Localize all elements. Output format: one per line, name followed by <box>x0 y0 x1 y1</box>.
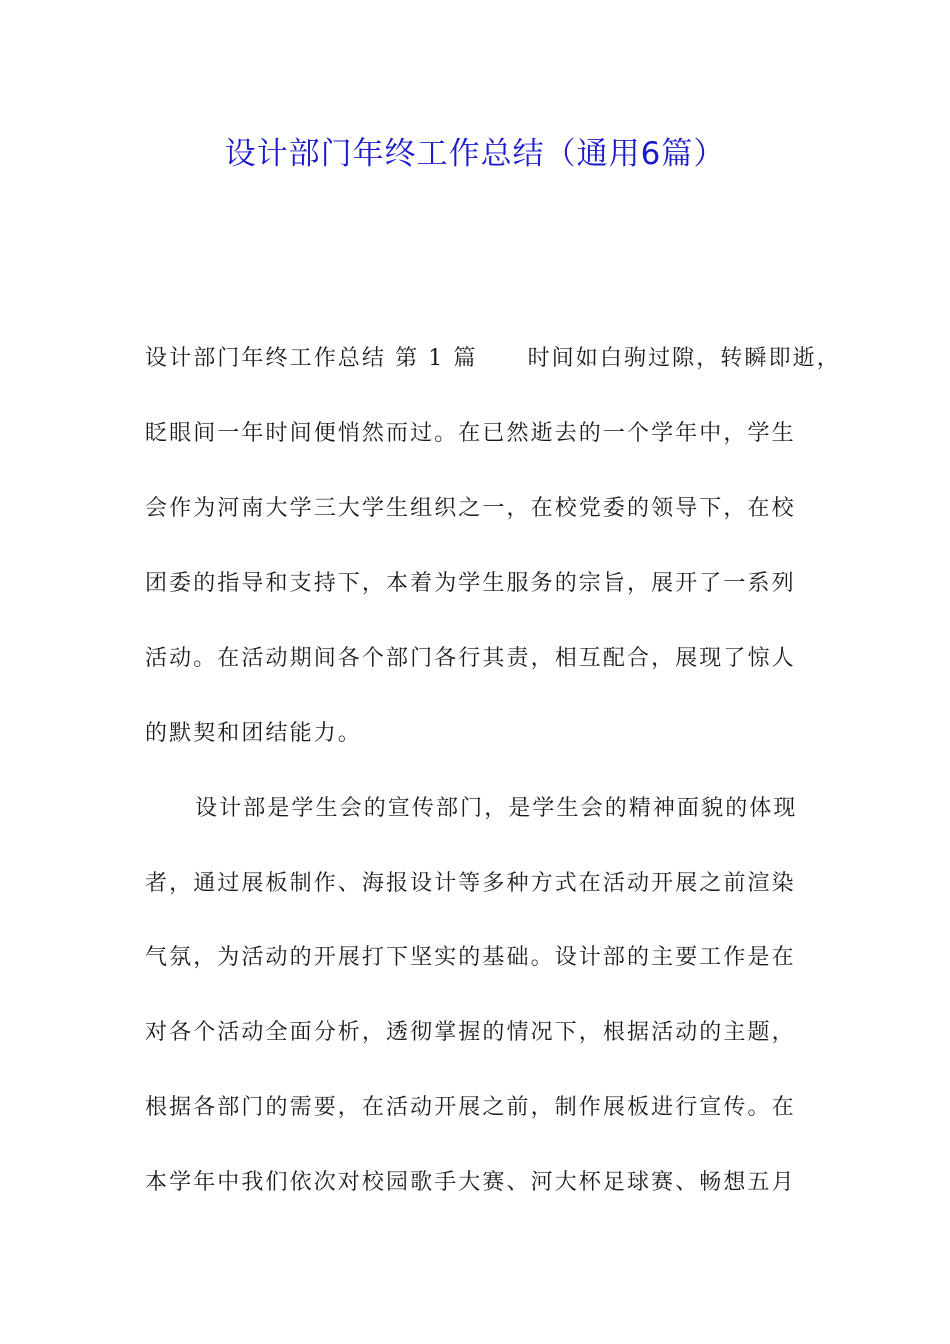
paragraph-line-9: 气氛，为活动的开展打下坚实的基础。设计部的主要工作是在 <box>145 945 796 970</box>
paragraph-line-10: 对各个活动全面分析，透彻掌握的情况下，根据活动的主题， <box>145 1020 796 1045</box>
paragraph-line-6: 的默契和团结能力。 <box>145 721 362 746</box>
paragraph-line-8: 者，通过展板制作、海报设计等多种方式在活动开展之前渲染 <box>145 871 796 896</box>
paragraph-line-12: 本学年中我们依次对校园歌手大赛、河大杯足球赛、畅想五月 <box>145 1170 796 1195</box>
paragraph-line-7: 设计部是学生会的宣传部门，是学生会的精神面貌的体现 <box>195 796 798 821</box>
paragraph-line-11: 根据各部门的需要，在活动开展之前，制作展板进行宣传。在 <box>145 1095 796 1120</box>
paragraph-line-3: 会作为河南大学三大学生组织之一，在校党委的领导下，在校 <box>145 496 796 521</box>
document-title: 设计部门年终工作总结（通用6篇） <box>224 136 726 172</box>
paragraph-line-4: 团委的指导和支持下，本着为学生服务的宗旨，展开了一系列 <box>145 571 796 596</box>
section-heading: 设计部门年终工作总结 第 1 篇 <box>145 346 478 371</box>
paragraph-line-1 <box>145 341 841 377</box>
paragraph-line-5: 活动。在活动期间各个部门各行其责，相互配合，展现了惊人 <box>145 646 796 671</box>
line-text: 时间如白驹过隙，转瞬即逝， <box>527 346 841 371</box>
paragraph-line-2: 眨眼间一年时间便悄然而过。在已然逝去的一个学年中，学生 <box>145 421 796 446</box>
